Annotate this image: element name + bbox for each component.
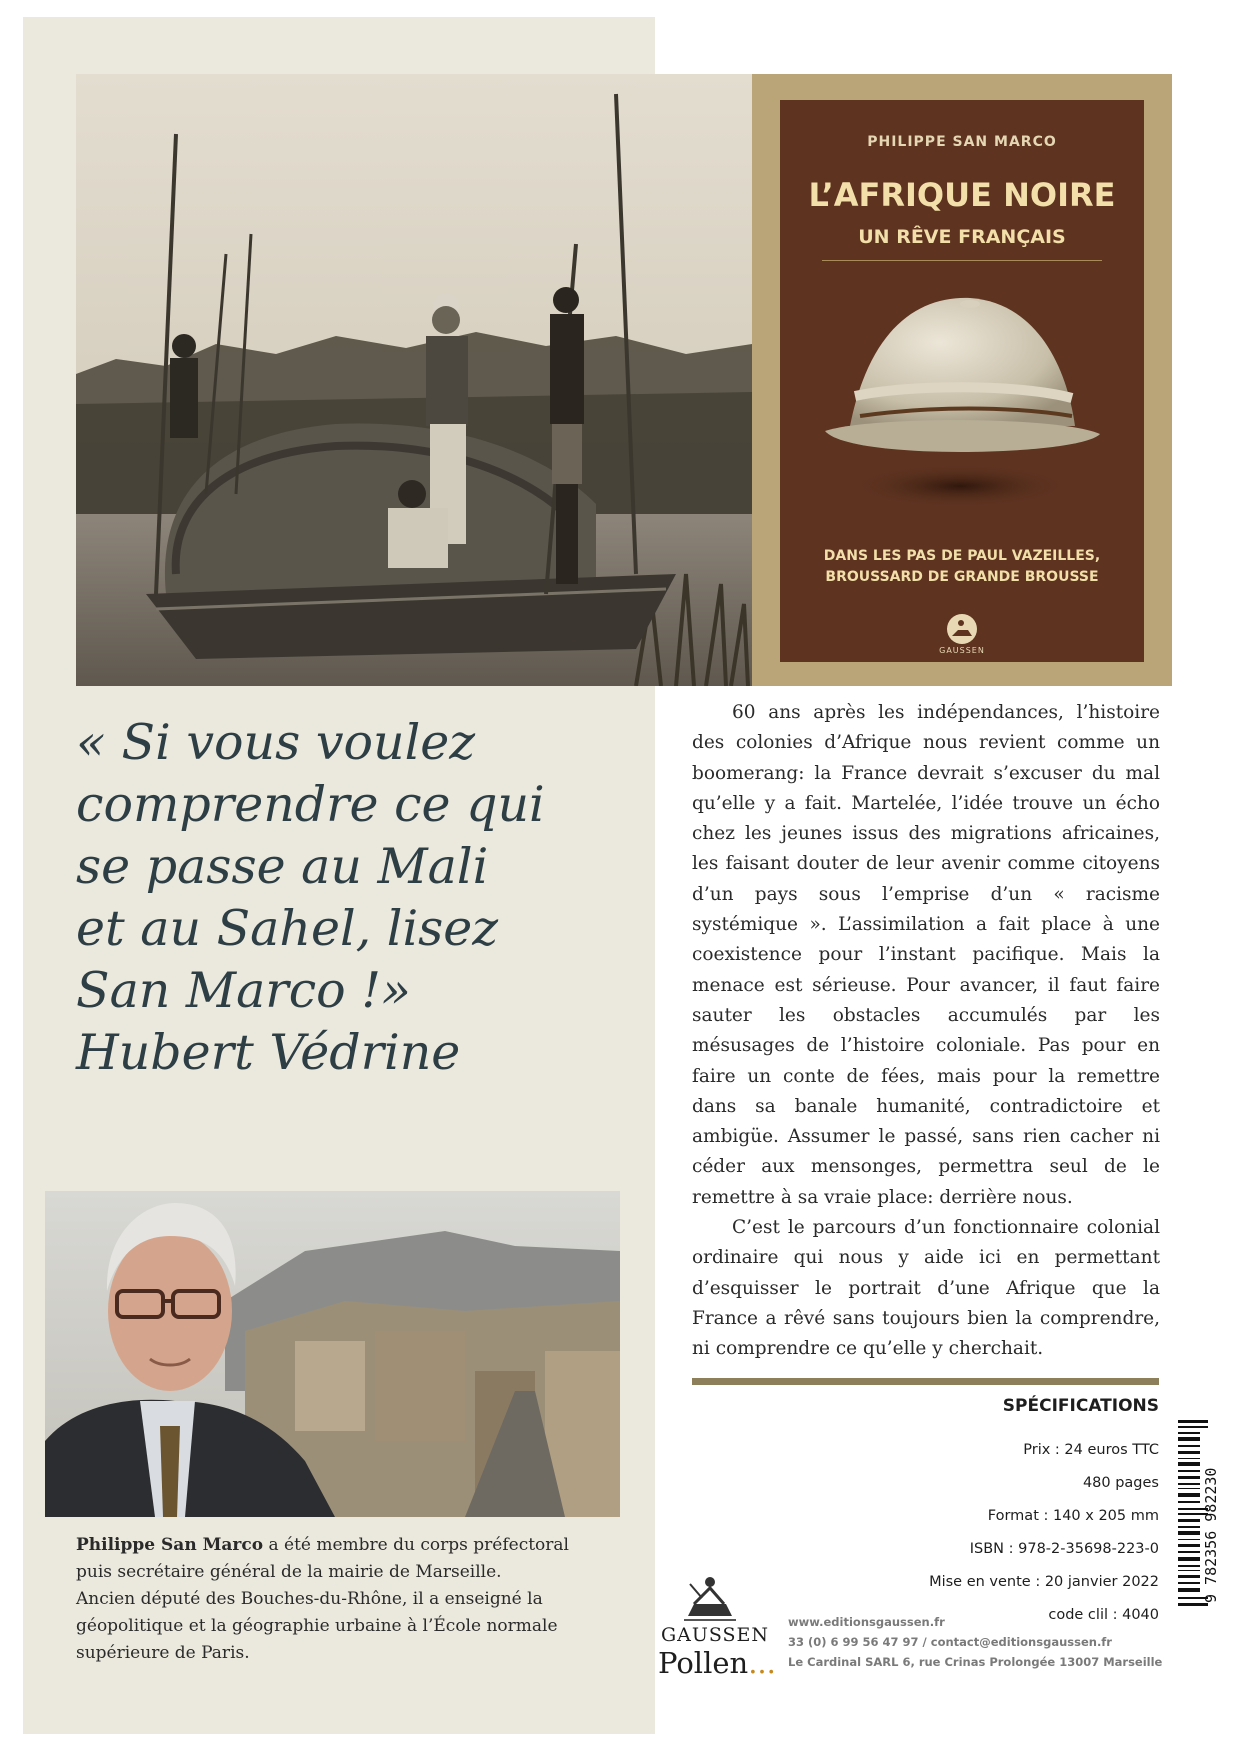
address: Le Cardinal SARL 6, rue Crinas Prolongée 13007 Marseille: [788, 1655, 1163, 1669]
bio-line: géopolitique et la géographie urbaine à l’École normale: [76, 1616, 558, 1636]
cover-subtitle: UN RÊVE FRANÇAIS: [858, 226, 1066, 248]
cover-tagline-line: DANS LES PAS DE PAUL VAZEILLES,: [823, 548, 1101, 564]
imprint-name: [658, 1646, 788, 1680]
cover-publisher: GAUSSEN: [939, 646, 985, 655]
quote-line: comprendre ce qui: [76, 776, 545, 833]
imprint-dots: ...: [748, 1646, 776, 1680]
phone-email: 33 (0) 6 99 56 47 97 / contact@editionsgaussen.fr: [788, 1635, 1112, 1649]
barcode-number: 9 782356 982230: [1202, 1467, 1220, 1603]
description-paragraph: 60 ans après les indépendances, l’histoire des colonies d’Afrique nous revient comme un boomerang: la France devrait s’excuser du mal qu’elle y a fait. Martelée, l’idée trouve un écho chez les jeunes issus des migrations africaines, les faisant douter de leur avenir comme citoyens d’un pays sous l’emprise d’un « racisme systémique ». L’assimilation a fait place à une coexistence pour l’instant pacifique. Mais la menace est sérieuse. Pour avancer, il faut faire sauter les obstacles accumulés par les mésusages de l’histoire coloniale. Pas pour en faire un conte de fées, mais pour la remettre dans sa banale humanité, contradictoire et ambigüe. Assumer le passé, sans rien cacher ni céder aux mensonges, permettra seul de le remettre à sa vraie place: derrière nous.: [692, 702, 1160, 1208]
cover-tagline: [780, 546, 1144, 588]
publisher-name: GAUSSEN: [660, 1624, 770, 1646]
quote-line: « Si vous voulez: [76, 714, 476, 771]
publisher-contact: [788, 1612, 1162, 1672]
quote-attribution: Hubert Védrine: [76, 1024, 461, 1081]
website-link[interactable]: www.editionsgaussen.fr: [788, 1615, 945, 1629]
pith-helmet-illustration: [810, 266, 1110, 506]
imprint-label: Pollen: [658, 1646, 749, 1680]
spec-item: Prix : 24 euros TTC: [1023, 1442, 1159, 1458]
spec-item: Mise en vente : 20 janvier 2022: [929, 1574, 1159, 1590]
bio-text: a été membre du corps préfectoral: [263, 1535, 569, 1555]
quote-line: se passe au Mali: [76, 838, 489, 895]
historical-boat-photo: [76, 74, 752, 686]
specs-divider: [692, 1378, 1159, 1385]
bio-line: puis secrétaire général de la mairie de Marseille.: [76, 1562, 502, 1582]
barcode-digits: [1202, 1425, 1222, 1605]
spec-item: ISBN : 978-2-35698-223-0: [969, 1541, 1159, 1557]
bio-line: [76, 1532, 636, 1559]
spec-item: code clil : 4040: [1048, 1607, 1159, 1623]
quote-line: et au Sahel, lisez: [76, 900, 499, 957]
gaussen-logo-icon: [940, 612, 984, 646]
gaussen-pollen-logo-icon: [680, 1568, 740, 1624]
book-cover: [752, 74, 1172, 686]
book-cover-inner: [780, 100, 1144, 662]
cover-author: PHILIPPE SAN MARCO: [867, 134, 1057, 150]
bio-line: Ancien député des Bouches-du-Rhône, il a enseigné la: [76, 1589, 543, 1609]
author-portrait-photo: [45, 1191, 620, 1517]
author-bio: [76, 1532, 636, 1667]
cover-tagline-line: BROUSSARD DE GRANDE BROUSSE: [825, 569, 1099, 585]
quote-line: San Marco !»: [76, 962, 411, 1019]
author-name: Philippe San Marco: [76, 1535, 264, 1555]
book-description: [692, 698, 1160, 1365]
specs-title: SPÉCIFICATIONS: [1002, 1396, 1159, 1416]
cover-divider: [822, 260, 1102, 261]
pull-quote: [76, 712, 636, 1084]
spec-item: 480 pages: [1082, 1475, 1159, 1491]
spec-item: Format : 140 x 205 mm: [987, 1508, 1159, 1524]
specs-list: [820, 1434, 1159, 1632]
description-paragraph: C’est le parcours d’un fonctionnaire colonial ordinaire qui nous y aide ici en permettant d’esquisser le portrait d’une Afrique que la France a rêvé sans toujours bien la comprendre, ni comprendre ce qu’elle y cherchait.: [692, 1217, 1160, 1360]
cover-title: L’AFRIQUE NOIRE: [808, 176, 1116, 214]
bio-line: supérieure de Paris.: [76, 1643, 250, 1663]
